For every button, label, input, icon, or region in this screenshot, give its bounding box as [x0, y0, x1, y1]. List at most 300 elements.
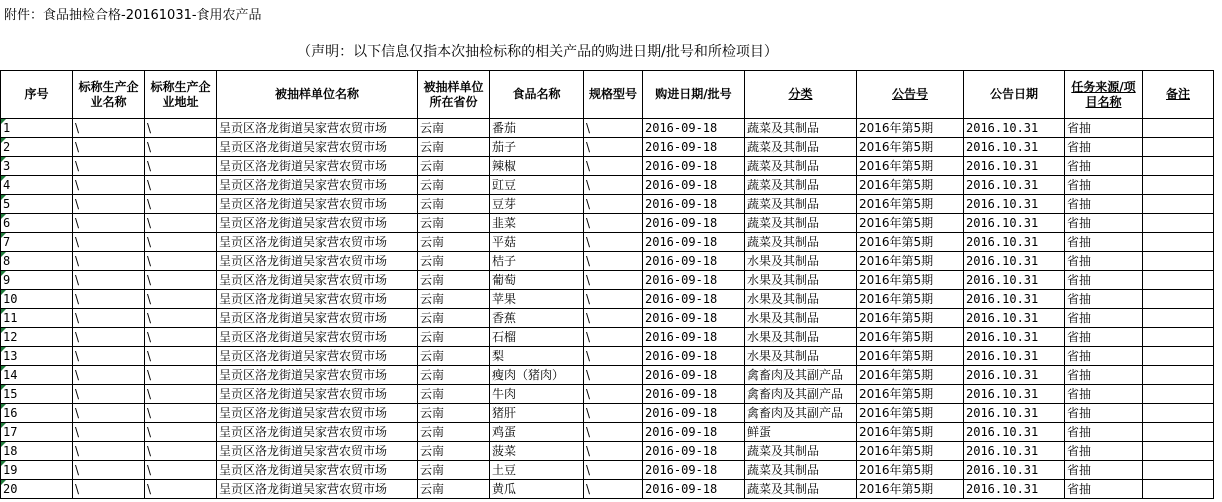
cell-seq[interactable]: 15: [1, 385, 73, 404]
cell-prov[interactable]: 云南: [418, 290, 490, 309]
cell-pub_date[interactable]: 2016.10.31: [964, 138, 1065, 157]
cell-maker[interactable]: \: [73, 252, 145, 271]
cell-unit[interactable]: 呈贡区洛龙街道吴家营农贸市场: [217, 214, 418, 233]
cell-seq[interactable]: 17: [1, 423, 73, 442]
cell-task[interactable]: 省抽: [1065, 328, 1143, 347]
cell-remark[interactable]: [1143, 290, 1214, 309]
sheet-notice: （声明：以下信息仅指本次抽检标称的相关产品的购进日期/批号和所检项目）: [297, 44, 778, 60]
cell-pub_date[interactable]: 2016.10.31: [964, 461, 1065, 480]
cell-seq[interactable]: 20: [1, 480, 73, 499]
cell-maker[interactable]: \: [73, 119, 145, 138]
cell-notice_no[interactable]: 2016年第5期: [857, 404, 964, 423]
table-row: [1, 252, 1214, 271]
cell-task[interactable]: 省抽: [1065, 176, 1143, 195]
cell-cat[interactable]: 禽畜肉及其副产品: [745, 404, 857, 423]
table-row: [1, 233, 1214, 252]
cell-remark[interactable]: [1143, 195, 1214, 214]
cell-food[interactable]: 葡萄: [490, 271, 584, 290]
cell-notice_no[interactable]: 2016年第5期: [857, 328, 964, 347]
cell-cat[interactable]: 水果及其制品: [745, 309, 857, 328]
cell-task[interactable]: 省抽: [1065, 442, 1143, 461]
cell-remark[interactable]: [1143, 366, 1214, 385]
table-row: [1, 461, 1214, 480]
cell-task[interactable]: 省抽: [1065, 271, 1143, 290]
cell-seq[interactable]: 4: [1, 176, 73, 195]
table-row: [1, 119, 1214, 138]
cell-addr[interactable]: \: [145, 195, 217, 214]
cell-pub_date[interactable]: 2016.10.31: [964, 328, 1065, 347]
cell-cat[interactable]: 水果及其制品: [745, 271, 857, 290]
cell-prov[interactable]: 云南: [418, 233, 490, 252]
cell-spec[interactable]: \: [584, 233, 643, 252]
cell-prov[interactable]: 云南: [418, 328, 490, 347]
cell-spec[interactable]: \: [584, 290, 643, 309]
cell-date[interactable]: 2016-09-18: [643, 347, 745, 366]
cell-unit[interactable]: 呈贡区洛龙街道吴家营农贸市场: [217, 328, 418, 347]
cell-maker[interactable]: \: [73, 214, 145, 233]
cell-seq[interactable]: 16: [1, 404, 73, 423]
cell-unit[interactable]: 呈贡区洛龙街道吴家营农贸市场: [217, 271, 418, 290]
cell-task[interactable]: 省抽: [1065, 347, 1143, 366]
cell-addr[interactable]: \: [145, 138, 217, 157]
cell-task[interactable]: 省抽: [1065, 423, 1143, 442]
cell-unit[interactable]: 呈贡区洛龙街道吴家营农贸市场: [217, 404, 418, 423]
cell-addr[interactable]: \: [145, 366, 217, 385]
cell-date[interactable]: 2016-09-18: [643, 366, 745, 385]
sheet-title: 附件：食品抽检合格-20161031-食用农产品: [4, 8, 262, 23]
cell-notice_no[interactable]: 2016年第5期: [857, 214, 964, 233]
cell-pub_date[interactable]: 2016.10.31: [964, 290, 1065, 309]
cell-addr[interactable]: \: [145, 271, 217, 290]
cell-prov[interactable]: 云南: [418, 385, 490, 404]
cell-food[interactable]: 平菇: [490, 233, 584, 252]
cell-pub_date[interactable]: 2016.10.31: [964, 442, 1065, 461]
header-date[interactable]: 购进日期/批号: [643, 71, 745, 119]
table-row: [1, 385, 1214, 404]
cell-maker[interactable]: \: [73, 347, 145, 366]
cell-remark[interactable]: [1143, 138, 1214, 157]
cell-spec[interactable]: \: [584, 214, 643, 233]
cell-unit[interactable]: 呈贡区洛龙街道吴家营农贸市场: [217, 366, 418, 385]
cell-prov[interactable]: 云南: [418, 404, 490, 423]
table-row: [1, 442, 1214, 461]
cell-food[interactable]: 瘦肉（猪肉）: [490, 366, 584, 385]
cell-prov[interactable]: 云南: [418, 195, 490, 214]
cell-maker[interactable]: \: [73, 176, 145, 195]
header-spec[interactable]: 规格型号: [584, 71, 643, 119]
cell-remark[interactable]: [1143, 233, 1214, 252]
cell-remark[interactable]: [1143, 385, 1214, 404]
cell-notice_no[interactable]: 2016年第5期: [857, 195, 964, 214]
cell-remark[interactable]: [1143, 423, 1214, 442]
cell-food[interactable]: 石榴: [490, 328, 584, 347]
cell-seq[interactable]: 7: [1, 233, 73, 252]
cell-notice_no[interactable]: 2016年第5期: [857, 157, 964, 176]
cell-seq[interactable]: 10: [1, 290, 73, 309]
cell-food[interactable]: 牛肉: [490, 385, 584, 404]
cell-remark[interactable]: [1143, 214, 1214, 233]
cell-spec[interactable]: \: [584, 157, 643, 176]
cell-remark[interactable]: [1143, 157, 1214, 176]
cell-unit[interactable]: 呈贡区洛龙街道吴家营农贸市场: [217, 423, 418, 442]
cell-unit[interactable]: 呈贡区洛龙街道吴家营农贸市场: [217, 138, 418, 157]
cell-unit[interactable]: 呈贡区洛龙街道吴家营农贸市场: [217, 252, 418, 271]
cell-date[interactable]: 2016-09-18: [643, 176, 745, 195]
cell-addr[interactable]: \: [145, 309, 217, 328]
cell-date[interactable]: 2016-09-18: [643, 385, 745, 404]
cell-date[interactable]: 2016-09-18: [643, 328, 745, 347]
cell-pub_date[interactable]: 2016.10.31: [964, 480, 1065, 499]
table-row: [1, 423, 1214, 442]
cell-task[interactable]: 省抽: [1065, 214, 1143, 233]
cell-seq[interactable]: 9: [1, 271, 73, 290]
cell-seq[interactable]: 13: [1, 347, 73, 366]
cell-prov[interactable]: 云南: [418, 423, 490, 442]
cell-addr[interactable]: \: [145, 290, 217, 309]
cell-notice_no[interactable]: 2016年第5期: [857, 233, 964, 252]
cell-food[interactable]: 茄子: [490, 138, 584, 157]
cell-maker[interactable]: \: [73, 195, 145, 214]
cell-pub_date[interactable]: 2016.10.31: [964, 176, 1065, 195]
cell-seq[interactable]: 6: [1, 214, 73, 233]
cell-addr[interactable]: \: [145, 442, 217, 461]
cell-addr[interactable]: \: [145, 157, 217, 176]
header-unit[interactable]: 被抽样单位名称: [217, 71, 418, 119]
cell-unit[interactable]: 呈贡区洛龙街道吴家营农贸市场: [217, 461, 418, 480]
cell-maker[interactable]: \: [73, 290, 145, 309]
cell-addr[interactable]: \: [145, 423, 217, 442]
cell-addr[interactable]: \: [145, 328, 217, 347]
cell-unit[interactable]: 呈贡区洛龙街道吴家营农贸市场: [217, 442, 418, 461]
cell-pub_date[interactable]: 2016.10.31: [964, 233, 1065, 252]
cell-notice_no[interactable]: 2016年第5期: [857, 271, 964, 290]
cell-seq[interactable]: 5: [1, 195, 73, 214]
cell-prov[interactable]: 云南: [418, 119, 490, 138]
cell-remark[interactable]: [1143, 119, 1214, 138]
cell-remark[interactable]: [1143, 347, 1214, 366]
cell-pub_date[interactable]: 2016.10.31: [964, 271, 1065, 290]
cell-seq[interactable]: 12: [1, 328, 73, 347]
cell-pub_date[interactable]: 2016.10.31: [964, 366, 1065, 385]
cell-food[interactable]: 香蕉: [490, 309, 584, 328]
cell-pub_date[interactable]: 2016.10.31: [964, 252, 1065, 271]
cell-date[interactable]: 2016-09-18: [643, 138, 745, 157]
cell-notice_no[interactable]: 2016年第5期: [857, 176, 964, 195]
cell-spec[interactable]: \: [584, 423, 643, 442]
cell-unit[interactable]: 呈贡区洛龙街道吴家营农贸市场: [217, 309, 418, 328]
cell-remark[interactable]: [1143, 271, 1214, 290]
cell-spec[interactable]: \: [584, 138, 643, 157]
cell-notice_no[interactable]: 2016年第5期: [857, 347, 964, 366]
cell-unit[interactable]: 呈贡区洛龙街道吴家营农贸市场: [217, 480, 418, 499]
header-food[interactable]: 食品名称: [490, 71, 584, 119]
cell-task[interactable]: 省抽: [1065, 366, 1143, 385]
cell-task[interactable]: 省抽: [1065, 290, 1143, 309]
cell-task[interactable]: 省抽: [1065, 138, 1143, 157]
cell-date[interactable]: 2016-09-18: [643, 157, 745, 176]
cell-task[interactable]: 省抽: [1065, 480, 1143, 499]
cell-cat[interactable]: 蔬菜及其制品: [745, 176, 857, 195]
cell-maker[interactable]: \: [73, 233, 145, 252]
cell-date[interactable]: 2016-09-18: [643, 290, 745, 309]
table-row: [1, 347, 1214, 366]
cell-task[interactable]: 省抽: [1065, 195, 1143, 214]
cell-task[interactable]: 省抽: [1065, 309, 1143, 328]
cell-task[interactable]: 省抽: [1065, 252, 1143, 271]
cell-task[interactable]: 省抽: [1065, 233, 1143, 252]
cell-pub_date[interactable]: 2016.10.31: [964, 404, 1065, 423]
cell-food[interactable]: 豆芽: [490, 195, 584, 214]
cell-date[interactable]: 2016-09-18: [643, 252, 745, 271]
cell-pub_date[interactable]: 2016.10.31: [964, 423, 1065, 442]
cell-maker[interactable]: \: [73, 442, 145, 461]
cell-prov[interactable]: 云南: [418, 214, 490, 233]
cell-maker[interactable]: \: [73, 157, 145, 176]
cell-prov[interactable]: 云南: [418, 271, 490, 290]
cell-remark[interactable]: [1143, 404, 1214, 423]
cell-cat[interactable]: 蔬菜及其制品: [745, 138, 857, 157]
cell-seq[interactable]: 2: [1, 138, 73, 157]
cell-spec[interactable]: \: [584, 119, 643, 138]
cell-cat[interactable]: 蔬菜及其制品: [745, 442, 857, 461]
cell-maker[interactable]: \: [73, 138, 145, 157]
cell-maker[interactable]: \: [73, 309, 145, 328]
cell-spec[interactable]: \: [584, 385, 643, 404]
header-category-label: 分类: [788, 87, 813, 101]
cell-date[interactable]: 2016-09-18: [643, 423, 745, 442]
cell-spec[interactable]: \: [584, 309, 643, 328]
cell-maker[interactable]: \: [73, 480, 145, 499]
cell-notice_no[interactable]: 2016年第5期: [857, 461, 964, 480]
cell-addr[interactable]: \: [145, 214, 217, 233]
cell-remark[interactable]: [1143, 176, 1214, 195]
cell-unit[interactable]: 呈贡区洛龙街道吴家营农贸市场: [217, 195, 418, 214]
cell-food[interactable]: 鸡蛋: [490, 423, 584, 442]
table-row: [1, 195, 1214, 214]
cell-pub_date[interactable]: 2016.10.31: [964, 309, 1065, 328]
header-row: [1, 71, 1214, 119]
table-row: [1, 157, 1214, 176]
cell-seq[interactable]: 14: [1, 366, 73, 385]
cell-maker[interactable]: \: [73, 328, 145, 347]
header-remark-label: 备注: [1165, 87, 1190, 101]
cell-notice_no[interactable]: 2016年第5期: [857, 366, 964, 385]
cell-spec[interactable]: \: [584, 328, 643, 347]
header-addr[interactable]: 标称生产企业地址: [145, 71, 217, 119]
cell-date[interactable]: 2016-09-18: [643, 119, 745, 138]
table-row: [1, 366, 1214, 385]
cell-seq[interactable]: 19: [1, 461, 73, 480]
cell-addr[interactable]: \: [145, 385, 217, 404]
inspection-table: [0, 70, 1214, 499]
cell-prov[interactable]: 云南: [418, 461, 490, 480]
cell-addr[interactable]: \: [145, 461, 217, 480]
header-pub-date[interactable]: 公告日期: [964, 71, 1065, 119]
cell-spec[interactable]: \: [584, 195, 643, 214]
cell-cat[interactable]: 蔬菜及其制品: [745, 195, 857, 214]
cell-pub_date[interactable]: 2016.10.31: [964, 195, 1065, 214]
cell-cat[interactable]: 水果及其制品: [745, 252, 857, 271]
cell-seq[interactable]: 18: [1, 442, 73, 461]
cell-spec[interactable]: \: [584, 442, 643, 461]
cell-food[interactable]: 辣椒: [490, 157, 584, 176]
cell-notice_no[interactable]: 2016年第5期: [857, 138, 964, 157]
cell-remark[interactable]: [1143, 309, 1214, 328]
cell-food[interactable]: 猪肝: [490, 404, 584, 423]
cell-addr[interactable]: \: [145, 252, 217, 271]
table-row: [1, 271, 1214, 290]
cell-cat[interactable]: 水果及其制品: [745, 328, 857, 347]
cell-seq[interactable]: 1: [1, 119, 73, 138]
cell-spec[interactable]: \: [584, 366, 643, 385]
cell-pub_date[interactable]: 2016.10.31: [964, 119, 1065, 138]
cell-notice_no[interactable]: 2016年第5期: [857, 480, 964, 499]
cell-date[interactable]: 2016-09-18: [643, 214, 745, 233]
cell-spec[interactable]: \: [584, 404, 643, 423]
cell-maker[interactable]: \: [73, 366, 145, 385]
cell-addr[interactable]: \: [145, 347, 217, 366]
cell-addr[interactable]: \: [145, 404, 217, 423]
cell-cat[interactable]: 蔬菜及其制品: [745, 214, 857, 233]
cell-prov[interactable]: 云南: [418, 366, 490, 385]
cell-cat[interactable]: 蔬菜及其制品: [745, 480, 857, 499]
cell-spec[interactable]: \: [584, 252, 643, 271]
cell-food[interactable]: 韭菜: [490, 214, 584, 233]
cell-maker[interactable]: \: [73, 404, 145, 423]
cell-addr[interactable]: \: [145, 233, 217, 252]
cell-prov[interactable]: 云南: [418, 176, 490, 195]
cell-prov[interactable]: 云南: [418, 138, 490, 157]
cell-unit[interactable]: 呈贡区洛龙街道吴家营农贸市场: [217, 290, 418, 309]
cell-date[interactable]: 2016-09-18: [643, 461, 745, 480]
cell-notice_no[interactable]: 2016年第5期: [857, 252, 964, 271]
header-seq[interactable]: 序号: [1, 71, 73, 119]
cell-unit[interactable]: 呈贡区洛龙街道吴家营农贸市场: [217, 157, 418, 176]
table-row: [1, 309, 1214, 328]
cell-pub_date[interactable]: 2016.10.31: [964, 214, 1065, 233]
cell-date[interactable]: 2016-09-18: [643, 271, 745, 290]
cell-date[interactable]: 2016-09-18: [643, 309, 745, 328]
cell-remark[interactable]: [1143, 328, 1214, 347]
cell-remark[interactable]: [1143, 461, 1214, 480]
cell-seq[interactable]: 8: [1, 252, 73, 271]
cell-unit[interactable]: 呈贡区洛龙街道吴家营农贸市场: [217, 119, 418, 138]
header-notice-no[interactable]: [857, 71, 964, 119]
cell-date[interactable]: 2016-09-18: [643, 195, 745, 214]
cell-cat[interactable]: 禽畜肉及其副产品: [745, 385, 857, 404]
cell-remark[interactable]: [1143, 252, 1214, 271]
cell-addr[interactable]: \: [145, 119, 217, 138]
header-task[interactable]: [1065, 71, 1143, 119]
cell-pub_date[interactable]: 2016.10.31: [964, 157, 1065, 176]
cell-remark[interactable]: [1143, 480, 1214, 499]
cell-prov[interactable]: 云南: [418, 442, 490, 461]
cell-task[interactable]: 省抽: [1065, 385, 1143, 404]
cell-cat[interactable]: 水果及其制品: [745, 290, 857, 309]
cell-unit[interactable]: 呈贡区洛龙街道吴家营农贸市场: [217, 347, 418, 366]
cell-food[interactable]: 苹果: [490, 290, 584, 309]
cell-pub_date[interactable]: 2016.10.31: [964, 385, 1065, 404]
table-row: [1, 214, 1214, 233]
cell-prov[interactable]: 云南: [418, 347, 490, 366]
table-row: [1, 328, 1214, 347]
cell-spec[interactable]: \: [584, 271, 643, 290]
cell-notice_no[interactable]: 2016年第5期: [857, 442, 964, 461]
cell-spec[interactable]: \: [584, 347, 643, 366]
cell-pub_date[interactable]: 2016.10.31: [964, 347, 1065, 366]
cell-food[interactable]: 豇豆: [490, 176, 584, 195]
header-remark[interactable]: [1143, 71, 1214, 119]
cell-cat[interactable]: 蔬菜及其制品: [745, 461, 857, 480]
header-task-label: 任务来源/项目名称: [1071, 79, 1136, 109]
cell-unit[interactable]: 呈贡区洛龙街道吴家营农贸市场: [217, 385, 418, 404]
cell-date[interactable]: 2016-09-18: [643, 404, 745, 423]
cell-unit[interactable]: 呈贡区洛龙街道吴家营农贸市场: [217, 176, 418, 195]
cell-food[interactable]: 菠菜: [490, 442, 584, 461]
cell-cat[interactable]: 蔬菜及其制品: [745, 157, 857, 176]
cell-maker[interactable]: \: [73, 271, 145, 290]
cell-prov[interactable]: 云南: [418, 157, 490, 176]
header-prov[interactable]: 被抽样单位所在省份: [418, 71, 490, 119]
cell-date[interactable]: 2016-09-18: [643, 480, 745, 499]
cell-remark[interactable]: [1143, 442, 1214, 461]
cell-date[interactable]: 2016-09-18: [643, 233, 745, 252]
cell-notice_no[interactable]: 2016年第5期: [857, 385, 964, 404]
cell-maker[interactable]: \: [73, 461, 145, 480]
cell-task[interactable]: 省抽: [1065, 461, 1143, 480]
cell-spec[interactable]: \: [584, 480, 643, 499]
cell-seq[interactable]: 3: [1, 157, 73, 176]
cell-cat[interactable]: 水果及其制品: [745, 347, 857, 366]
cell-unit[interactable]: 呈贡区洛龙街道吴家营农贸市场: [217, 233, 418, 252]
cell-food[interactable]: 番茄: [490, 119, 584, 138]
cell-addr[interactable]: \: [145, 176, 217, 195]
cell-spec[interactable]: \: [584, 176, 643, 195]
cell-food[interactable]: 土豆: [490, 461, 584, 480]
table-row: [1, 176, 1214, 195]
cell-notice_no[interactable]: 2016年第5期: [857, 309, 964, 328]
cell-food[interactable]: 梨: [490, 347, 584, 366]
cell-notice_no[interactable]: 2016年第5期: [857, 119, 964, 138]
table-row: [1, 404, 1214, 423]
cell-cat[interactable]: 蔬菜及其制品: [745, 119, 857, 138]
cell-cat[interactable]: 鲜蛋: [745, 423, 857, 442]
cell-prov[interactable]: 云南: [418, 309, 490, 328]
cell-task[interactable]: 省抽: [1065, 157, 1143, 176]
cell-notice_no[interactable]: 2016年第5期: [857, 290, 964, 309]
cell-date[interactable]: 2016-09-18: [643, 442, 745, 461]
table-row: [1, 290, 1214, 309]
cell-notice_no[interactable]: 2016年第5期: [857, 423, 964, 442]
cell-spec[interactable]: \: [584, 461, 643, 480]
cell-cat[interactable]: 蔬菜及其制品: [745, 233, 857, 252]
cell-seq[interactable]: 11: [1, 309, 73, 328]
table-row: [1, 138, 1214, 157]
cell-maker[interactable]: \: [73, 385, 145, 404]
header-category[interactable]: [745, 71, 857, 119]
cell-addr[interactable]: \: [145, 480, 217, 499]
header-maker[interactable]: 标称生产企业名称: [73, 71, 145, 119]
cell-cat[interactable]: 禽畜肉及其副产品: [745, 366, 857, 385]
cell-maker[interactable]: \: [73, 423, 145, 442]
cell-prov[interactable]: 云南: [418, 252, 490, 271]
cell-food[interactable]: 桔子: [490, 252, 584, 271]
cell-prov[interactable]: 云南: [418, 480, 490, 499]
cell-task[interactable]: 省抽: [1065, 119, 1143, 138]
header-notice-no-label: 公告号: [891, 87, 928, 101]
cell-task[interactable]: 省抽: [1065, 404, 1143, 423]
cell-food[interactable]: 黄瓜: [490, 480, 584, 499]
